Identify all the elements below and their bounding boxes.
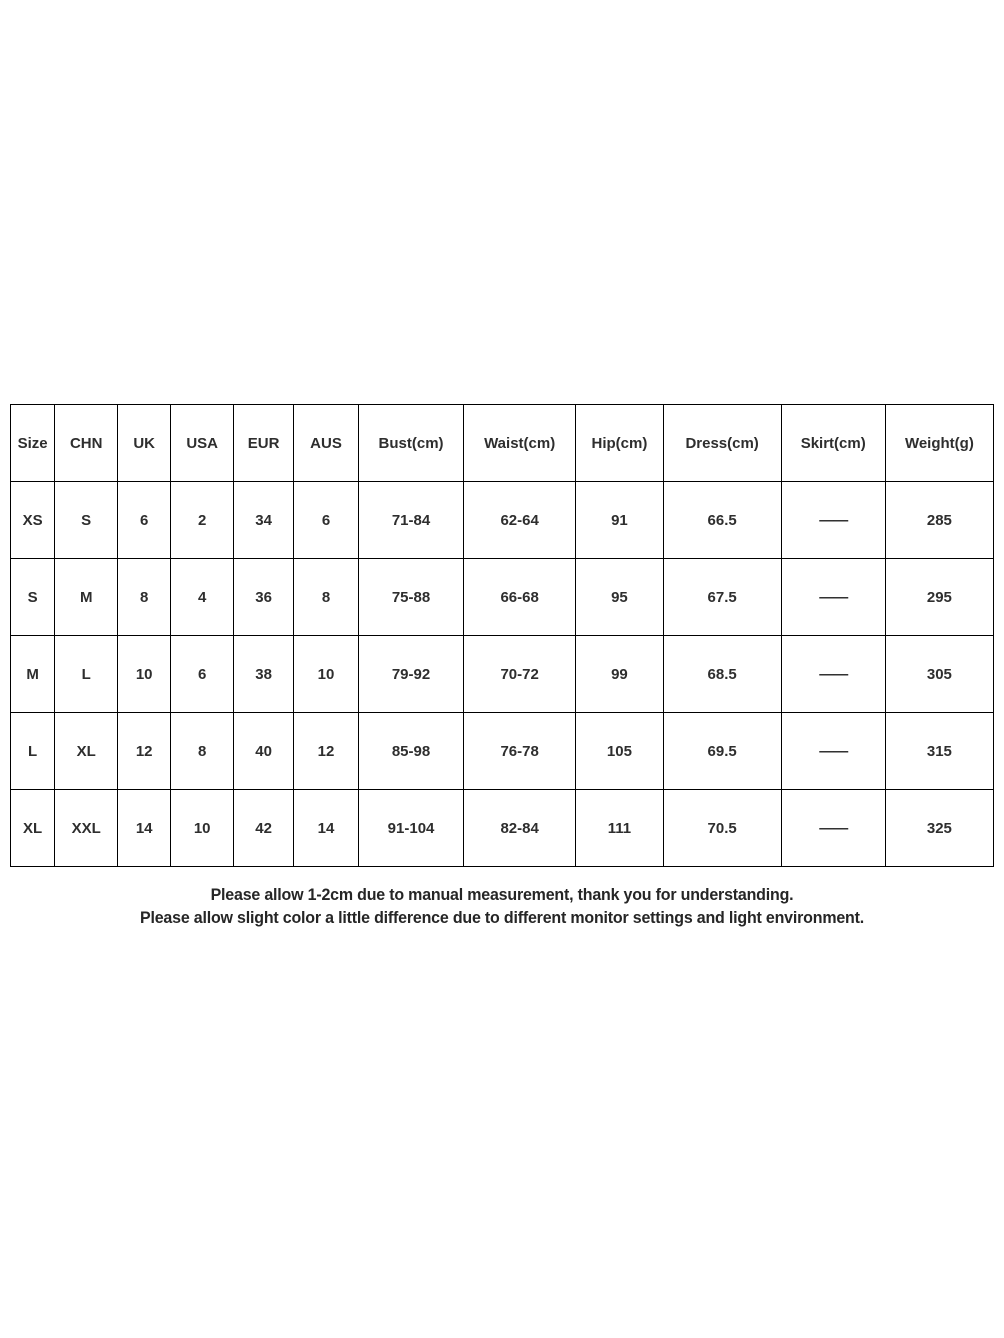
column-header: EUR	[234, 405, 294, 482]
column-header: AUS	[294, 405, 359, 482]
table-cell: 62-64	[464, 482, 576, 559]
table-cell: 67.5	[663, 559, 781, 636]
table-cell: 6	[294, 482, 359, 559]
table-cell: 66-68	[464, 559, 576, 636]
column-header: Waist(cm)	[464, 405, 576, 482]
column-header: Skirt(cm)	[781, 405, 885, 482]
table-cell: 315	[885, 713, 993, 790]
size-chart-header	[11, 405, 994, 482]
table-cell: 4	[171, 559, 234, 636]
table-cell: 12	[118, 713, 171, 790]
table-cell: 8	[294, 559, 359, 636]
table-cell: 6	[118, 482, 171, 559]
table-cell: 105	[576, 713, 663, 790]
table-cell: S	[11, 559, 55, 636]
table-cell: XS	[11, 482, 55, 559]
table-cell: 79-92	[358, 636, 463, 713]
note-line-1: Please allow 1-2cm due to manual measurement, thank you for understanding.	[210, 885, 794, 904]
table-cell: 10	[294, 636, 359, 713]
table-cell: L	[55, 636, 118, 713]
table-row	[11, 713, 994, 790]
table-cell: 66.5	[663, 482, 781, 559]
column-header: Dress(cm)	[663, 405, 781, 482]
table-cell: 295	[885, 559, 993, 636]
table-cell: 40	[234, 713, 294, 790]
table-cell: 111	[576, 790, 663, 867]
table-cell: 70-72	[464, 636, 576, 713]
table-cell: ——	[781, 482, 885, 559]
column-header: Hip(cm)	[576, 405, 663, 482]
table-cell: 68.5	[663, 636, 781, 713]
measurement-notes	[30, 883, 974, 929]
table-cell: 85-98	[358, 713, 463, 790]
table-cell: 82-84	[464, 790, 576, 867]
table-cell: ——	[781, 790, 885, 867]
column-header: Size	[11, 405, 55, 482]
table-cell: ——	[781, 636, 885, 713]
table-row	[11, 482, 994, 559]
table-cell: 91	[576, 482, 663, 559]
size-chart-table	[10, 404, 994, 867]
column-header: CHN	[55, 405, 118, 482]
table-cell: 2	[171, 482, 234, 559]
table-cell: XL	[11, 790, 55, 867]
table-cell: 75-88	[358, 559, 463, 636]
table-cell: M	[55, 559, 118, 636]
header-row	[11, 405, 994, 482]
column-header: Bust(cm)	[358, 405, 463, 482]
table-cell: 325	[885, 790, 993, 867]
note-line-2: Please allow slight color a little difference due to different monitor settings and light environment.	[139, 908, 865, 927]
table-cell: 305	[885, 636, 993, 713]
table-cell: S	[55, 482, 118, 559]
table-cell: 38	[234, 636, 294, 713]
column-header: Weight(g)	[885, 405, 993, 482]
table-cell: 10	[118, 636, 171, 713]
table-cell: 42	[234, 790, 294, 867]
table-row	[11, 559, 994, 636]
table-cell: 6	[171, 636, 234, 713]
table-row	[11, 636, 994, 713]
table-cell: 69.5	[663, 713, 781, 790]
table-cell: 70.5	[663, 790, 781, 867]
table-cell: 10	[171, 790, 234, 867]
table-cell: 34	[234, 482, 294, 559]
table-cell: 285	[885, 482, 993, 559]
table-cell: 91-104	[358, 790, 463, 867]
column-header: UK	[118, 405, 171, 482]
table-cell: XXL	[55, 790, 118, 867]
table-cell: 8	[118, 559, 171, 636]
table-cell: ——	[781, 559, 885, 636]
table-cell: 14	[118, 790, 171, 867]
table-cell: 8	[171, 713, 234, 790]
table-cell: 14	[294, 790, 359, 867]
table-cell: 36	[234, 559, 294, 636]
table-cell: 76-78	[464, 713, 576, 790]
table-cell: L	[11, 713, 55, 790]
table-cell: ——	[781, 713, 885, 790]
table-cell: 12	[294, 713, 359, 790]
table-cell: M	[11, 636, 55, 713]
table-cell: 95	[576, 559, 663, 636]
table-cell: 71-84	[358, 482, 463, 559]
size-chart-body	[11, 482, 994, 867]
table-cell: 99	[576, 636, 663, 713]
column-header: USA	[171, 405, 234, 482]
table-row	[11, 790, 994, 867]
table-cell: XL	[55, 713, 118, 790]
